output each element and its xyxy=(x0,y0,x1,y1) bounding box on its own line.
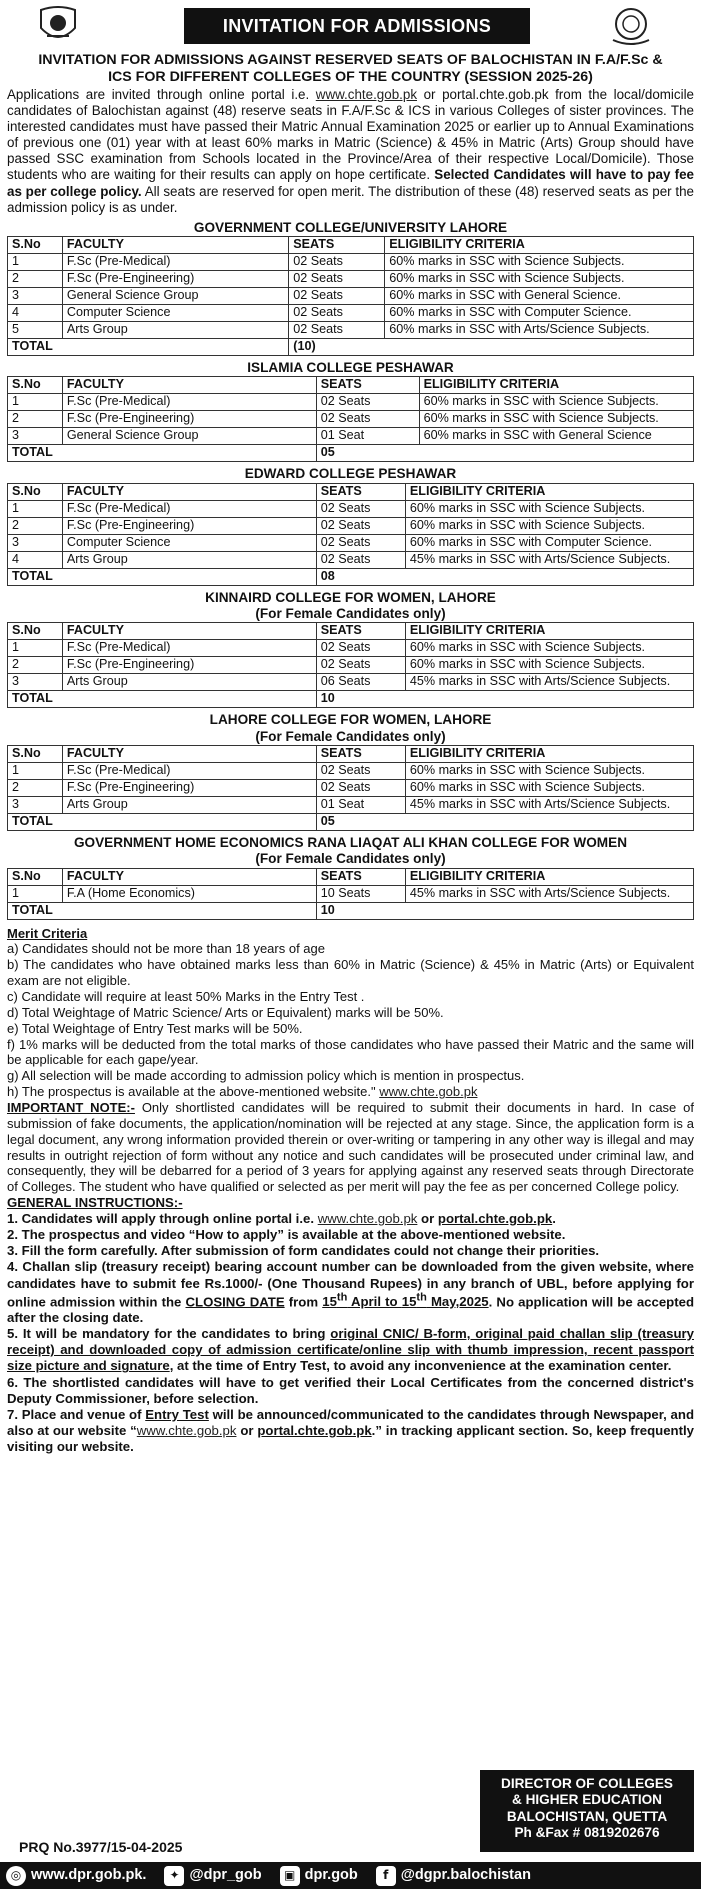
table-cell: 1 xyxy=(8,640,63,657)
table-cell: 02 Seats xyxy=(316,411,419,428)
header-bar xyxy=(7,0,694,52)
table-cell: F.Sc (Pre-Engineering) xyxy=(62,517,316,534)
column-header: S.No xyxy=(8,868,63,885)
table-cell: 60% marks in SSC with Science Subjects. xyxy=(405,640,693,657)
table-cell: 02 Seats xyxy=(289,271,385,288)
column-header: ELIGIBILITY CRITERIA xyxy=(385,237,694,254)
website-link[interactable]: www.chte.gob.pk xyxy=(315,87,418,103)
social-link[interactable] xyxy=(376,1866,531,1886)
seats-table xyxy=(7,483,694,586)
director-box xyxy=(480,1770,694,1852)
social-link[interactable] xyxy=(6,1866,146,1886)
intro-text-2: or portal.chte.gob.pk from the local/domicile candidates of Balochistan against (48) reserve seats in F.A/F.Sc & ICS in various Colleges of sister provinces. The interested candidates must have passed their Matric Annual Examination 2025 or earlier up to Annual Examinations of previous one (01) year with at least 60% marks in Matric (Science) & 45% in Matric (Arts) Group should have passed SSC examination from Schools located in the Province/Area of their respective Local/Domicile). Those students who are waiting for their results can apply on hope certificate. xyxy=(7,87,694,183)
director-line-2: & HIGHER EDUCATION xyxy=(511,1792,663,1808)
college-name: ISLAMIA COLLEGE PESHAWAR xyxy=(247,360,454,375)
column-header: FACULTY xyxy=(62,483,316,500)
table-cell: 02 Seats xyxy=(289,254,385,271)
table-row xyxy=(8,534,694,551)
column-header: S.No xyxy=(8,237,63,254)
column-header: SEATS xyxy=(289,237,385,254)
table-cell: F.Sc (Pre-Engineering) xyxy=(62,657,316,674)
general-instructions-title: GENERAL INSTRUCTIONS:- xyxy=(7,1195,183,1211)
social-link[interactable] xyxy=(280,1866,358,1886)
social-handle: www.dpr.gob.pk. xyxy=(31,1867,147,1884)
seats-table xyxy=(7,868,694,920)
table-cell: 60% marks in SSC with Science Subjects. xyxy=(385,271,694,288)
globe-icon: ◎ xyxy=(6,1866,26,1886)
total-seats: 05 xyxy=(316,813,693,830)
intro-fee-notice: Selected Candidates will have to pay fee as per college policy. xyxy=(7,167,694,199)
column-header: ELIGIBILITY CRITERIA xyxy=(405,868,693,885)
table-header-row xyxy=(8,745,694,762)
facebook-icon: f xyxy=(376,1866,396,1886)
table-row xyxy=(8,674,694,691)
table-cell: 02 Seats xyxy=(316,762,405,779)
heading-line-1: INVITATION FOR ADMISSIONS AGAINST RESERVED SEATS OF BALOCHISTAN IN F.A/F.Sc & xyxy=(38,52,663,68)
entry-test-label: Entry Test xyxy=(145,1406,209,1422)
table-cell: 60% marks in SSC with Science Subjects. xyxy=(419,411,693,428)
table-cell: 60% marks in SSC with Arts/Science Subjects. xyxy=(385,322,694,339)
merit-item-h-text: h) The prospectus is available at the above-mentioned website." xyxy=(7,1084,380,1100)
merit-item-a: a) Candidates should not be more than 18 years of age xyxy=(7,941,325,957)
college-note: (For Female Candidates only) xyxy=(255,605,446,621)
total-row xyxy=(8,813,694,830)
table-row xyxy=(8,411,694,428)
instruction-5 xyxy=(7,1326,694,1374)
instruction-5-text: 5. It will be mandatory for the candidates to bring xyxy=(7,1326,331,1342)
total-row xyxy=(8,902,694,919)
total-seats: 10 xyxy=(316,902,693,919)
table-cell: 1 xyxy=(8,254,63,271)
start-date xyxy=(322,1291,489,1310)
column-header: S.No xyxy=(8,483,63,500)
table-row xyxy=(8,254,694,271)
column-header: ELIGIBILITY CRITERIA xyxy=(405,623,693,640)
table-cell: 10 Seats xyxy=(316,885,405,902)
social-bar xyxy=(0,1862,701,1889)
table-cell: Computer Science xyxy=(62,534,316,551)
table-cell: 02 Seats xyxy=(316,500,405,517)
total-seats: 10 xyxy=(316,691,693,708)
column-header: SEATS xyxy=(316,377,419,394)
seats-table xyxy=(7,376,694,462)
total-seats: (10) xyxy=(289,339,694,356)
total-row xyxy=(8,691,694,708)
table-row xyxy=(8,517,694,534)
table-row xyxy=(8,885,694,902)
column-header: ELIGIBILITY CRITERIA xyxy=(405,483,693,500)
instruction-7-mid: will be announced/communicated to the candidates through Newspaper, and also at our website “ xyxy=(7,1406,694,1438)
table-cell: 2 xyxy=(8,779,63,796)
footer xyxy=(7,1770,694,1858)
table-cell: 60% marks in SSC with Science Subjects. xyxy=(405,762,693,779)
instruction-3: 3. Fill the form carefully. After submission of form candidates could not change their priorities. xyxy=(7,1243,600,1259)
total-seats: 08 xyxy=(316,568,693,585)
table-cell: 3 xyxy=(8,674,63,691)
table-row xyxy=(8,551,694,568)
notice-heading xyxy=(7,52,694,86)
total-label: TOTAL xyxy=(8,691,317,708)
table-header-row xyxy=(8,868,694,885)
table-cell: F.Sc (Pre-Engineering) xyxy=(62,271,288,288)
twitter-icon: ✦ xyxy=(164,1866,184,1886)
merit-item-h xyxy=(7,1084,694,1100)
table-cell: 60% marks in SSC with General Science. xyxy=(385,288,694,305)
college-name: KINNAIRD COLLEGE FOR WOMEN, LAHORE xyxy=(205,589,496,605)
table-cell: 60% marks in SSC with Computer Science. xyxy=(405,534,693,551)
table-cell: 3 xyxy=(8,288,63,305)
instruction-7-or: or xyxy=(236,1422,258,1438)
merit-item-b: b) The candidates who have obtained marks less than 60% in Matric (Science) & 45% in Matric (Arts) or Equivalent exam are not eligible. xyxy=(7,957,694,989)
important-note-text: Only shortlisted candidates will be required to submit their documents in hard. In case of submission of fake documents, the application/nomination will be rejected at any stage. Since, the application form is a legal document, any wrong information provided therein or over-writing or tampering in any other way is illegal and may results in outright rejection of form without any notice and such candidates will be prosecuted under criminal law, and consequently, they will be debarred for a period of 3 years for applying against any reserved seats through Directorate of Colleges. The student who have qualified or selected as per merit will pay the fee as per concerned College policy. xyxy=(7,1099,694,1195)
instruction-7-portal-link[interactable]: portal.chte.gob.pk xyxy=(257,1422,372,1438)
social-handle: @dgpr.balochistan xyxy=(400,1867,531,1884)
end-day: 15 xyxy=(401,1294,417,1310)
table-cell: F.A (Home Economics) xyxy=(62,885,316,902)
seats-table xyxy=(7,236,694,356)
social-handle: @dpr_gob xyxy=(189,1867,262,1884)
table-cell: 01 Seat xyxy=(316,428,419,445)
closing-date-label: CLOSING DATE xyxy=(185,1294,285,1310)
total-row xyxy=(8,339,694,356)
column-header: FACULTY xyxy=(62,377,316,394)
instruction-7-end: .” in tracking applicant section. So, keep frequently visiting our website. xyxy=(7,1422,694,1454)
table-cell: 2 xyxy=(8,271,63,288)
table-cell: 1 xyxy=(8,500,63,517)
instruction-1-or: or xyxy=(417,1211,438,1227)
table-cell: 60% marks in SSC with Science Subjects. xyxy=(405,657,693,674)
table-cell: 45% marks in SSC with Arts/Science Subjects. xyxy=(405,885,693,902)
merit-criteria xyxy=(7,926,694,1100)
total-label: TOTAL xyxy=(8,445,317,462)
table-cell: Arts Group xyxy=(62,322,288,339)
table-header-row xyxy=(8,377,694,394)
instruction-7 xyxy=(7,1407,694,1455)
instruction-4-from: from xyxy=(284,1294,323,1310)
important-note xyxy=(7,1100,694,1195)
column-header: FACULTY xyxy=(62,745,316,762)
table-cell: 2 xyxy=(8,517,63,534)
director-line-1: DIRECTOR OF COLLEGES xyxy=(501,1776,673,1791)
column-header: SEATS xyxy=(316,483,405,500)
table-row xyxy=(8,322,694,339)
table-cell: Computer Science xyxy=(62,305,288,322)
table-row xyxy=(8,762,694,779)
director-phone: Ph &Fax # 0819202676 xyxy=(514,1824,660,1840)
college-sections xyxy=(7,220,694,920)
column-header: SEATS xyxy=(316,745,405,762)
table-cell: 3 xyxy=(8,796,63,813)
prq-number: PRQ No.3977/15-04-2025 xyxy=(19,1838,183,1855)
start-month: April to xyxy=(347,1294,402,1310)
table-cell: 02 Seats xyxy=(289,305,385,322)
instruction-4 xyxy=(7,1259,694,1326)
table-header-row xyxy=(8,237,694,254)
table-cell: F.Sc (Pre-Engineering) xyxy=(62,779,316,796)
merit-title: Merit Criteria xyxy=(7,925,88,941)
instruction-2: 2. The prospectus and video “How to apply” is available at the above-mentioned website. xyxy=(7,1227,566,1243)
instagram-icon: ▣ xyxy=(280,1866,300,1886)
total-row xyxy=(8,568,694,585)
college-note: (For Female Candidates only) xyxy=(255,851,446,867)
table-cell: 02 Seats xyxy=(316,534,405,551)
instruction-7-link[interactable]: www.chte.gob.pk xyxy=(136,1422,237,1438)
table-row xyxy=(8,657,694,674)
table-cell: General Science Group xyxy=(62,428,316,445)
govt-emblem-icon xyxy=(35,6,81,46)
important-note-label: IMPORTANT NOTE:- xyxy=(7,1099,135,1115)
start-day-suffix: th xyxy=(336,1291,348,1304)
table-cell: 45% marks in SSC with Arts/Science Subjects. xyxy=(405,551,693,568)
social-link[interactable] xyxy=(164,1866,261,1886)
instruction-1-link[interactable]: www.chte.gob.pk xyxy=(317,1211,418,1227)
table-cell: 02 Seats xyxy=(316,779,405,796)
instruction-6: 6. The shortlisted candidates will have to get verified their Local Certificates from the concerned district's Deputy Commissioner, before selection. xyxy=(7,1374,694,1406)
college-note: (For Female Candidates only) xyxy=(255,728,446,744)
column-header: FACULTY xyxy=(62,868,316,885)
start-day: 15 xyxy=(322,1294,337,1310)
table-cell: 02 Seats xyxy=(289,322,385,339)
table-cell: F.Sc (Pre-Medical) xyxy=(62,762,316,779)
table-cell: 60% marks in SSC with Science Subjects. xyxy=(419,394,693,411)
column-header: FACULTY xyxy=(62,623,316,640)
merit-item-e: e) Total Weightage of Entry Test marks will be 50%. xyxy=(7,1020,303,1036)
table-row xyxy=(8,500,694,517)
table-cell: 1 xyxy=(8,394,63,411)
table-cell: Arts Group xyxy=(62,674,316,691)
prospectus-link[interactable]: www.chte.gob.pk xyxy=(379,1084,478,1100)
column-header: S.No xyxy=(8,745,63,762)
total-row xyxy=(8,445,694,462)
table-cell: 2 xyxy=(8,411,63,428)
table-header-row xyxy=(8,623,694,640)
table-cell: General Science Group xyxy=(62,288,288,305)
banner-title: INVITATION FOR ADMISSIONS xyxy=(184,8,530,44)
table-cell: 60% marks in SSC with General Science xyxy=(419,428,693,445)
seats-table xyxy=(7,622,694,708)
table-header-row xyxy=(8,483,694,500)
social-handle: dpr.gob xyxy=(304,1867,358,1884)
merit-item-f: f) 1% marks will be deducted from the total marks of those candidates who have passed their Matric and the same will be applicable for each gape/year. xyxy=(7,1036,694,1068)
merit-item-d: d) Total Weightage of Matric Science/ Arts or Equivalent) marks will be 50%. xyxy=(7,1004,444,1020)
table-cell: 02 Seats xyxy=(316,517,405,534)
end-month: May,2025 xyxy=(426,1294,489,1310)
required-documents: original CNIC/ B-form, original paid challan slip (treasury receipt) and downloaded copy of admission certificate/online slip with thumb impression, recent passport size picture and signature xyxy=(7,1326,694,1374)
table-row xyxy=(8,288,694,305)
intro-text-1: Applications are invited through online portal i.e. xyxy=(7,87,316,103)
column-header: SEATS xyxy=(316,868,405,885)
column-header: S.No xyxy=(8,377,63,394)
total-seats: 05 xyxy=(316,445,693,462)
table-cell: 1 xyxy=(8,885,63,902)
column-header: FACULTY xyxy=(62,237,288,254)
table-cell: 60% marks in SSC with Science Subjects. xyxy=(405,779,693,796)
table-cell: 45% marks in SSC with Arts/Science Subjects. xyxy=(405,796,693,813)
college-name: GOVERNMENT HOME ECONOMICS RANA LIAQAT ALI KHAN COLLEGE FOR WOMEN xyxy=(73,834,628,850)
table-cell: F.Sc (Pre-Medical) xyxy=(62,394,316,411)
instruction-1-text: 1. Candidates will apply through online portal i.e. xyxy=(7,1211,318,1227)
table-row xyxy=(8,796,694,813)
table-cell: 60% marks in SSC with Computer Science. xyxy=(385,305,694,322)
table-cell: 60% marks in SSC with Science Subjects. xyxy=(405,517,693,534)
director-line-3: BALOCHISTAN, QUETTA xyxy=(506,1808,668,1824)
table-cell: Arts Group xyxy=(62,551,316,568)
intro-paragraph xyxy=(7,87,694,216)
column-header: S.No xyxy=(8,623,63,640)
table-cell: F.Sc (Pre-Medical) xyxy=(62,254,288,271)
college-name: EDWARD COLLEGE PESHAWAR xyxy=(244,466,457,482)
table-row xyxy=(8,428,694,445)
table-cell: F.Sc (Pre-Engineering) xyxy=(62,411,316,428)
table-cell: F.Sc (Pre-Medical) xyxy=(62,500,316,517)
table-cell: 02 Seats xyxy=(316,640,405,657)
instruction-1-end: . xyxy=(552,1211,556,1227)
total-label: TOTAL xyxy=(8,813,317,830)
merit-item-c: c) Candidate will require at least 50% Marks in the Entry Test . xyxy=(7,988,365,1004)
general-instructions xyxy=(7,1195,694,1455)
instruction-7-text: 7. Place and venue of xyxy=(7,1406,146,1422)
table-cell: 02 Seats xyxy=(316,657,405,674)
heading-line-2: ICS FOR DIFFERENT COLLEGES OF THE COUNTRY (SESSION 2025-26) xyxy=(108,69,593,86)
table-cell: 1 xyxy=(8,762,63,779)
table-cell: 02 Seats xyxy=(316,551,405,568)
end-day-suffix: th xyxy=(416,1291,427,1304)
instruction-1-portal-link[interactable]: portal.chte.gob.pk xyxy=(437,1211,553,1227)
table-cell: 2 xyxy=(8,657,63,674)
table-cell: 02 Seats xyxy=(316,394,419,411)
table-cell: Arts Group xyxy=(62,796,316,813)
table-cell: 5 xyxy=(8,322,63,339)
table-cell: 01 Seat xyxy=(316,796,405,813)
table-cell: 3 xyxy=(8,428,63,445)
table-row xyxy=(8,779,694,796)
table-cell: 4 xyxy=(8,551,63,568)
college-emblem-icon xyxy=(608,6,654,46)
table-cell: 60% marks in SSC with Science Subjects. xyxy=(405,500,693,517)
table-cell: 45% marks in SSC with Arts/Science Subjects. xyxy=(405,674,693,691)
intro-text-3: All seats are reserved for open merit. The distribution of these (48) reserved seats as per the admission policy is as under. xyxy=(7,183,694,215)
column-header: ELIGIBILITY CRITERIA xyxy=(419,377,693,394)
table-cell: 3 xyxy=(8,534,63,551)
total-label: TOTAL xyxy=(8,568,317,585)
table-cell: F.Sc (Pre-Medical) xyxy=(62,640,316,657)
instruction-4-end: . No application will be accepted after the closing date. xyxy=(7,1294,695,1326)
table-cell: 06 Seats xyxy=(316,674,405,691)
table-cell: 4 xyxy=(8,305,63,322)
instruction-1 xyxy=(7,1211,694,1227)
column-header: SEATS xyxy=(316,623,405,640)
table-row xyxy=(8,640,694,657)
table-row xyxy=(8,271,694,288)
table-row xyxy=(8,394,694,411)
college-name: LAHORE COLLEGE FOR WOMEN, LAHORE xyxy=(209,712,492,728)
total-label: TOTAL xyxy=(8,339,289,356)
column-header: ELIGIBILITY CRITERIA xyxy=(405,745,693,762)
total-label: TOTAL xyxy=(8,902,317,919)
instruction-5-end: , at the time of Entry Test, to avoid any inconvenience at the examination center. xyxy=(169,1358,672,1374)
seats-table xyxy=(7,745,694,831)
merit-item-g: g) All selection will be made according to admission policy which is mention in prospectus. xyxy=(7,1068,525,1084)
table-cell: 60% marks in SSC with Science Subjects. xyxy=(385,254,694,271)
table-cell: 02 Seats xyxy=(289,288,385,305)
instruction-4-text: 4. Challan slip (treasury receipt) bearing account number can be downloaded from the given website, where candidates have to submit fee Rs.1000/- (One Thousand Rupees) in any branch of UBL, before applying for online admission within the xyxy=(7,1259,694,1310)
table-row xyxy=(8,305,694,322)
college-name: GOVERNMENT COLLEGE/UNIVERSITY LAHORE xyxy=(193,219,508,235)
